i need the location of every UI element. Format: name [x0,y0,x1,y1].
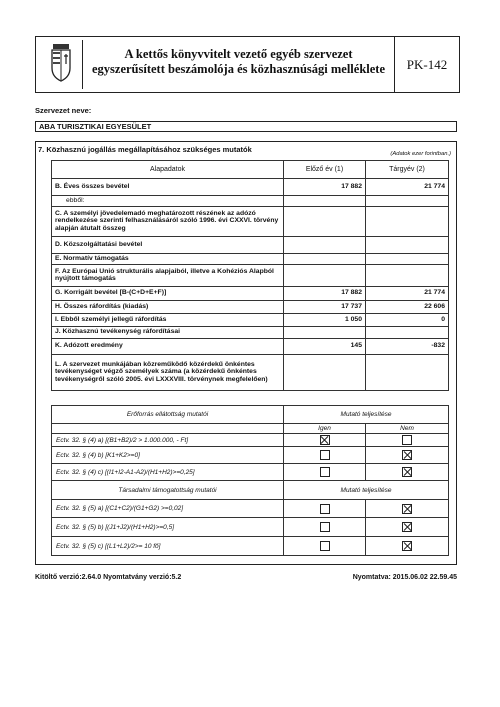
table-row [52,264,449,286]
form-title: A kettős könyvvitelt vezető egyéb szervezet egyszerűsített beszámolója és közhasznúsági melléklete [92,47,385,76]
prev-value [284,236,366,253]
indicator-row [52,518,449,537]
prev-value: 17 882 [284,179,366,196]
curr-value [366,326,449,338]
indicator-label: Ectv. 32. § (5) a) [(C1+C2)/(G1+G2) >=0,02] [52,500,284,518]
indicator-label: Ectv. 32. § (4) b) [K1+K2>=0] [52,447,284,464]
coat-of-arms-icon [40,40,83,89]
social-indicators-title: Társadalmi támogatottság mutatói [52,481,284,500]
row-label: C. A személyi jövedelemadó meghatározott részének az adózó rendelkezése szerinti felhasználásáról szóló 1996. évi CXXVI. törvény alapján átutalt összeg [52,206,284,236]
table-row [52,236,449,253]
indicator-row [52,434,449,447]
curr-value [366,196,449,207]
base-data-table [51,160,449,391]
table-row [52,179,449,196]
row-label: ebből: [52,196,284,207]
curr-value: 21 774 [366,179,449,196]
curr-value [366,354,449,390]
no-checkbox[interactable] [402,450,412,460]
indicator-label: Ectv. 32. § (5) c) [(L1+L2)/2>= 10 fő] [52,537,284,556]
section-title: 7. Közhasznú jogállás megállapításához szükséges mutatók [38,145,252,154]
spacer-cell [52,424,284,434]
curr-value [366,206,449,236]
table-row [52,313,449,326]
row-label: K. Adózott eredmény [52,338,284,354]
fulfilment-title-2: Mutató teljesítése [284,481,449,500]
indicator-table [51,405,449,556]
no-checkbox[interactable] [402,504,412,514]
no-checkbox[interactable] [402,467,412,477]
yes-header: Igen [284,424,366,434]
row-label: H. Összes ráfordítás (kiadás) [52,300,284,313]
yes-checkbox[interactable] [320,504,330,514]
prev-value [284,264,366,286]
curr-value: -832 [366,338,449,354]
no-checkbox[interactable] [402,435,412,445]
prev-value: 1 050 [284,313,366,326]
prev-value [284,326,366,338]
table-row [52,196,449,207]
curr-value: 21 774 [366,286,449,300]
indicator-label: Ectv. 32. § (4) a) [(B1+B2)/2 > 1.000.000, - Ft] [52,434,284,447]
table-row [52,206,449,236]
prev-value: 145 [284,338,366,354]
row-label: F. Az Európai Unió strukturális alapjaiból, illetve a Kohéziós Alapból nyújtott támogatás [52,264,284,286]
prev-value [284,253,366,264]
row-label: D. Közszolgáltatási bevétel [52,236,284,253]
curr-value: 0 [366,313,449,326]
curr-value: 22 606 [366,300,449,313]
indicator-row [52,447,449,464]
curr-value [366,264,449,286]
row-label: B. Éves összes bevétel [52,179,284,196]
col-header-base: Alapadatok [52,161,284,179]
unit-note: (Adatok ezer forintban.) [390,151,451,157]
prev-value [284,196,366,207]
prev-value [284,206,366,236]
form-header [35,36,460,93]
curr-value [366,253,449,264]
yes-checkbox[interactable] [320,541,330,551]
prev-value: 17 737 [284,300,366,313]
no-checkbox[interactable] [402,522,412,532]
row-label: L. A szervezet munkájában közreműködő közérdekű önkéntes tevékenységet végző személyek száma (a közérdekű önkéntes tevékenységről szóló 2005. évi LXXXVIII. törvénynek megfelelően) [52,354,284,390]
row-label: J. Közhasznú tevékenység ráfordításai [52,326,284,338]
yes-checkbox[interactable] [320,522,330,532]
row-label: E. Normatív támogatás [52,253,284,264]
yes-checkbox[interactable] [320,450,330,460]
indicator-label: Ectv. 32. § (4) c) [(I1+I2-A1-A2)/(H1+H2)>=0,25] [52,464,284,481]
no-checkbox[interactable] [402,541,412,551]
table-row [52,326,449,338]
yes-checkbox[interactable] [320,435,330,445]
row-label: I. Ebből személyi jellegű ráfordítás [52,313,284,326]
indicator-label: Ectv. 32. § (5) b) [(J1+J2)/(H1+H2)>=0,5] [52,518,284,537]
org-name-label: Szervezet neve: [35,106,92,115]
col-header-prev: Előző év (1) [284,161,366,179]
row-label: G. Korrigált bevétel [B-(C+D+E+F)] [52,286,284,300]
table-row [52,286,449,300]
indicator-row [52,537,449,556]
prev-value [284,354,366,390]
org-name-field: ABA TURISZTIKAI EGYESÜLET [35,121,457,132]
yes-checkbox[interactable] [320,467,330,477]
table-row [52,338,449,354]
indicator-row [52,500,449,518]
version-info: Kitöltő verzió:2.64.0 Nyomtatvány verzió:5.2 [35,574,182,581]
fulfilment-title-1: Mutató teljesítése [284,406,449,424]
table-row [52,354,449,390]
print-timestamp: Nyomtatva: 2015.06.02 22.59.45 [352,574,457,581]
table-row [52,300,449,313]
no-header: Nem [366,424,449,434]
resource-indicators-title: Erőforrás ellátottság mutatói [52,406,284,424]
table-row [52,253,449,264]
col-header-curr: Tárgyév (2) [366,161,449,179]
prev-value: 17 882 [284,286,366,300]
indicator-row [52,464,449,481]
form-code: PK-142 [394,37,459,92]
curr-value [366,236,449,253]
